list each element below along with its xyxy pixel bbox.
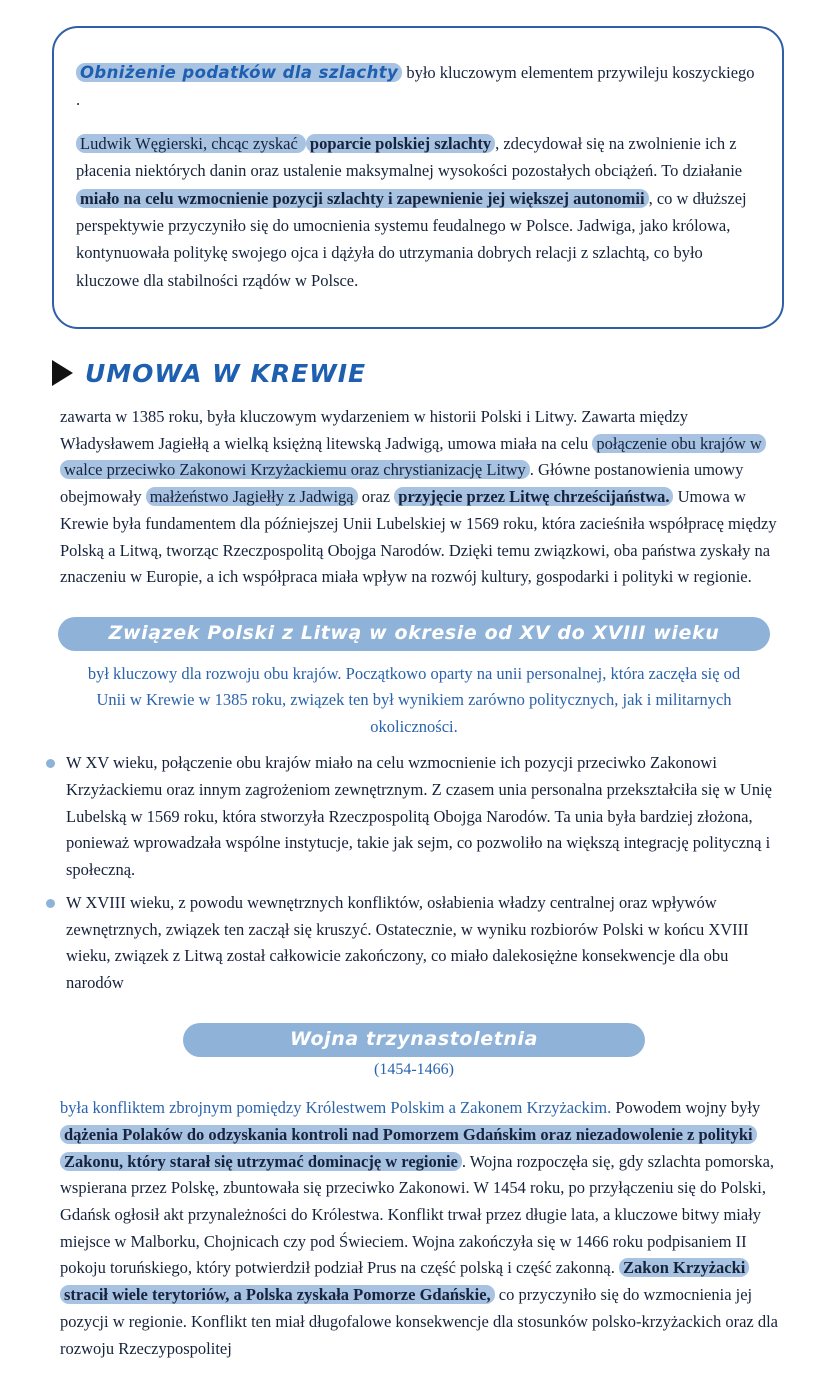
callout-p1-d: ie: [730, 161, 743, 181]
wojna-dates: (1454-1466): [374, 1060, 454, 1078]
callout-paragraph-1: [76, 59, 760, 114]
section-body-wojna: [60, 1095, 784, 1362]
krewo-p-g: Umowa w Krewie była fundamentem dla późniejszej Unii Lubelskiej w 1569 roku, która zacieśniła współpracę między Polską a Litwą, tworząc Rzeczpospolitą Obojga Narodów. Dzięki temu związkowi, oba państwa zyskały na znaczeniu w Europie, a ich współpraca miała wpływ na rozwój kultury, gospodarki i polityki w regionie.: [60, 487, 777, 587]
callout-heading: Obniżenie podatków dla szlachty: [76, 63, 402, 82]
krewo-p-e: oraz: [357, 487, 395, 507]
wojna-paragraph: [60, 1095, 784, 1362]
krewo-p-a: zawarta w 1385 roku, była kluczowym wydarzeniem w historii Polski i Litwy. Zawarta między Władysławem Jagiełłą a wielką księżną litewską Jadwigą, umowa miała na celu: [60, 407, 689, 453]
zwiazek-bullet-list: [44, 750, 784, 996]
callout-paragraph-2: [76, 130, 760, 294]
banner-wojna-trzynastoletnia: [183, 1023, 645, 1057]
triangle-bullet-icon: [52, 360, 73, 386]
list-item: W XVIII wieku, z powodu wewnętrznych konfliktów, osłabienia władzy centralnej oraz wpływów zewnętrznych, związek ten zaczął się kruszyć. Ostatecznie, w wyniku rozbiorów Polski w końcu XVIII wieku, związek z Litwą został całkowicie zakończony, co miało dalekosiężne konsekwencje dla obu narodów: [44, 890, 784, 997]
callout-p1-e: miało na celu wzmocnienie pozycji szlachty i zapewnienie jej większej autonomii: [76, 189, 649, 208]
callout-p1-a: Ludwik Węgierski, chcąc zyskać: [76, 134, 306, 153]
banner-zwiazek-polski-z-litwa: [58, 617, 770, 651]
wojna-p-e: Zakon Krzyżacki stracił wiele terytoriów, a Polska zyskała Pomorze Gdańskie,: [60, 1258, 749, 1304]
callout-p1-f: , co w dłuższej perspektywie przyczyniło się do umocnienia systemu feudalnego w Polsce. Jadwiga, jako królowa, kontynuowała politykę swojego ojca i dążyła do utrzymania dobrych relacji z szlachtą, co było kluczowe dla stabilności rządów w Polsce.: [76, 188, 747, 290]
callout-p1-c: , zdecydował się na zwolnienie ich z płacenia niektórych danin oraz ustalenie maksymalnej wysokości pozostałych obciążeń. To działan: [76, 133, 737, 181]
banner-wojna-text: Wojna trzynastoletnia: [289, 1027, 539, 1050]
section-heading-umowa-w-krewie: [52, 359, 828, 388]
banner-zwiazek-text: Związek Polski z Litwą w okresie od XV do XVIII wieku: [108, 622, 720, 645]
wojna-p-b: Powodem wojny były: [611, 1098, 761, 1118]
notes-page: [0, 26, 828, 1362]
krewo-paragraph: [60, 404, 784, 591]
section-body-umowa-w-krewie: [60, 404, 784, 591]
callout-heading-tail: było kluczowym elementem przywileju koszyckiego .: [76, 62, 755, 109]
krewo-p-c: . Główne postanowienia umowy obejmowały: [60, 460, 744, 507]
section-title-text: UMOWA W KREWIE: [85, 358, 367, 388]
krewo-p-b: połączenie obu krajów w walce przeciwko Zakonowi Krzyżackiemu oraz chrystianizację Litwy: [60, 434, 766, 480]
krewo-p-d: małżeństwo Jagiełły z Jadwigą: [146, 487, 358, 506]
list-item: W XV wieku, połączenie obu krajów miało na celu wzmocnienie ich pozycji przeciwko Zakonowi Krzyżackiemu oraz innym zagrożeniom zewnętrznym. Z czasem unia personalna przekształciła się w Unię Lubelską w 1569 roku, która stworzyła Rzeczpospolitą Obojga Narodów. Ta unia była bardziej złożona, ponieważ wprowadzała wspólne instytucje, takie jak sejm, co pozwoliło na większą integrację polityczną i społeczną.: [44, 750, 784, 884]
krewo-p-f: przyjęcie przez Litwę chrześcijaństwa.: [394, 487, 673, 506]
wojna-p-d: . Wojna rozpoczęła się, gdy szlachta pomorska, wspierana przez Polskę, zbuntowała się przeciwko Zakonowi. W 1454 roku, po przyłączeniu się do Polski, Gdańsk ogłosił akt przynależności do Królestwa. Konflikt trwał przez długie lata, a kluczowe bitwy miały miejsce w Malborku, Chojnicach czy pod Świeciem. Wojna zakończyła się w 1466 roku podpisaniem II pokoju toruńskiego, który potwierdził podział Prus na część polską i część zakonną.: [60, 1151, 775, 1278]
wojna-p-a: była konfliktem zbrojnym pomiędzy Królestwem Polskim a Zakonem Krzyżackim.: [60, 1098, 612, 1118]
wojna-p-f: co przyczyniło się do wzmocnienia jej pozycji w regionie. Konflikt ten miał długofalowe konsekwencje dla stosunków polsko-krzyżackich oraz dla rozwoju Rzeczypospolitej: [60, 1285, 778, 1358]
zwiazek-intro: był kluczowy dla rozwoju obu krajów. Początkowo oparty na unii personalnej, która zaczęła się od Unii w Krewie w 1385 roku, związek ten był wynikiem zarówno politycznych, jak i militarnych okoliczności.: [87, 664, 741, 736]
callout-p1-b: poparcie polskiej szlachty: [306, 134, 495, 153]
wojna-p-c: dążenia Polaków do odzyskania kontroli nad Pomorzem Gdańskim oraz niezadowolenie z polityki Zakonu, który starał się utrzymać dominację w regionie: [60, 1125, 757, 1171]
callout-przywilej-koszycki: [52, 26, 784, 329]
